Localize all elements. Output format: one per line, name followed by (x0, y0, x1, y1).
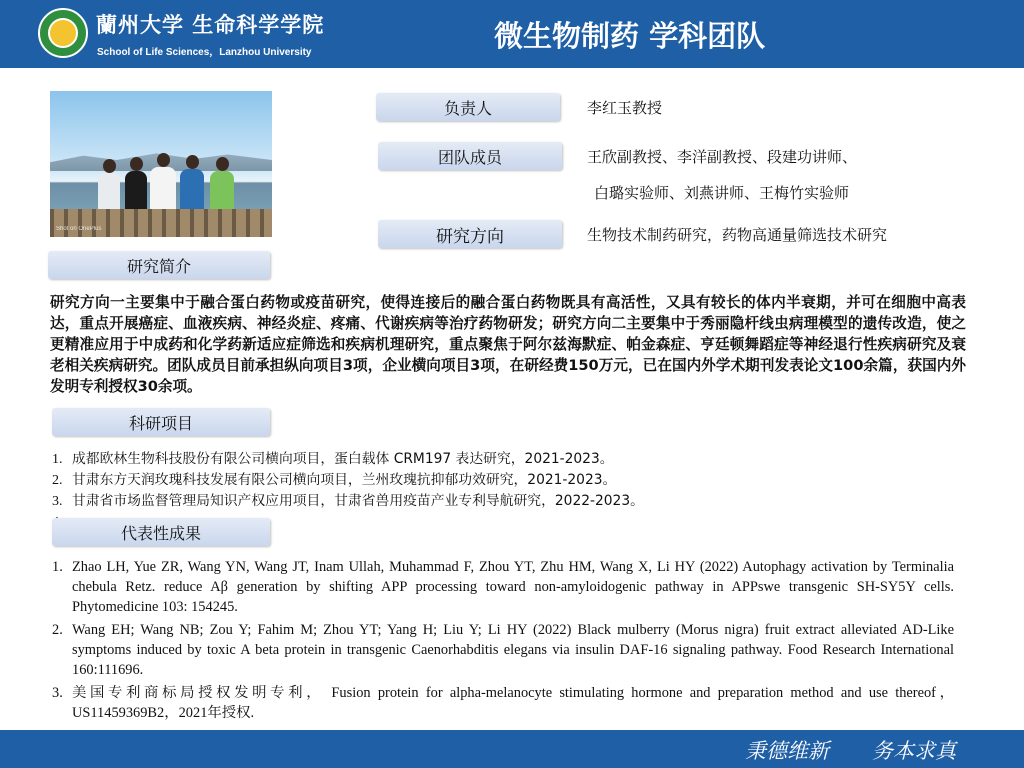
projects-label: 科研项目 (52, 408, 270, 436)
members-line-1: 王欣副教授、李洋副教授、段建功讲师、 (587, 148, 858, 166)
list-item: 1. 成都欧林生物科技股份有限公司横向项目，蛋白载体 CRM197 表达研究，2021-2023。 (52, 451, 614, 467)
intro-label: 研究简介 (48, 251, 270, 279)
photo-watermark: Shot on OnePlus (56, 226, 102, 232)
intro-text: 研究方向一主要集中于融合蛋白药物或疫苗研究，使得连接后的融合蛋白药物既具有高活性，又具有较长的体内半衰期，并可在细胞中高表达，重点开展癌症、血液疾病、神经炎症、疼痛、代谢疾病等治疗药物研发；研究方向二主要集中于秀丽隐杆线虫病理模型的遗传改造，使之更精准应用于中成药和化学药新适应症筛选和疾病机理研究，重点聚焦于阿尔兹海默症、帕金森症、亨廷顿舞蹈症等神经退行性疾病研究及衰老相关疾病研究。团队成员目前承担纵向项目3项，企业横向项目3项，在研经费150万元，已在国内外学术期刊发表论文100余篇，获国内外发明专利授权30余项。 (50, 294, 966, 395)
university-name-cn: 蘭州大学 生命科学学院 (96, 12, 325, 37)
research-value: 生物技术制药研究，药物高通量筛选技术研究 (587, 226, 888, 244)
footer-bar (0, 730, 1024, 768)
members-line-2: 白璐实验师、刘燕讲师、王梅竹实验师 (594, 184, 850, 202)
university-logo (38, 8, 88, 58)
leader-value: 李红玉教授 (587, 99, 663, 117)
header-bar (0, 0, 1024, 68)
motto-2: 务本求真 (872, 739, 956, 763)
team-photo (50, 91, 272, 237)
achievements-label: 代表性成果 (52, 518, 270, 546)
leader-label: 负责人 (376, 93, 560, 121)
list-item: 3. 美国专利商标局授权发明专利， Fusion protein for alpha-melanocyte stimulating hormone and preparation method and use thereof，US11459369B2，2021年授权. (52, 685, 954, 721)
achievements-list (52, 557, 954, 726)
research-label: 研究方向 (378, 220, 562, 248)
list-item: 2. 甘肃东方天润玫瑰科技发展有限公司横向项目，兰州玫瑰抗抑郁功效研究，2021-2023。 (52, 472, 617, 488)
page-title: 微生物制药 学科团队 (494, 19, 766, 53)
list-item: 1. Zhao LH, Yue ZR, Wang YN, Wang JT, Inam Ullah, Muhammad F, Zhou YT, Zhu HM, Wang X, Li HY (2022) Autophagy activation by Terminalia chebula Retz. reduce Aβ generation by shifting APP processing toward non-amyloidogenic pathway in APPswe transgenic SH-SY5Y cells. Phytomedicine 103: 154245. (52, 559, 954, 615)
list-item: 2. Wang EH; Wang NB; Zou Y; Fahim M; Zhou YT; Yang H; Liu Y; Li HY (2022) Black mulberry (Morus nigra) fruit extract alleviated AD-Like symptoms induced by toxic A beta protein in transgenic Caenorhabditis elegans via insulin DAF-16 signaling pathway. Food Research International 160:111696. (52, 622, 954, 678)
list-item: 3. 甘肃省市场监督管理局知识产权应用项目，甘肃省兽用疫苗产业专利导航研究，2022-2023。 (52, 493, 644, 509)
members-label: 团队成员 (378, 142, 562, 170)
university-name-en: School of Life Sciences，Lanzhou University (97, 47, 312, 58)
motto-1: 秉德维新 (745, 739, 829, 763)
